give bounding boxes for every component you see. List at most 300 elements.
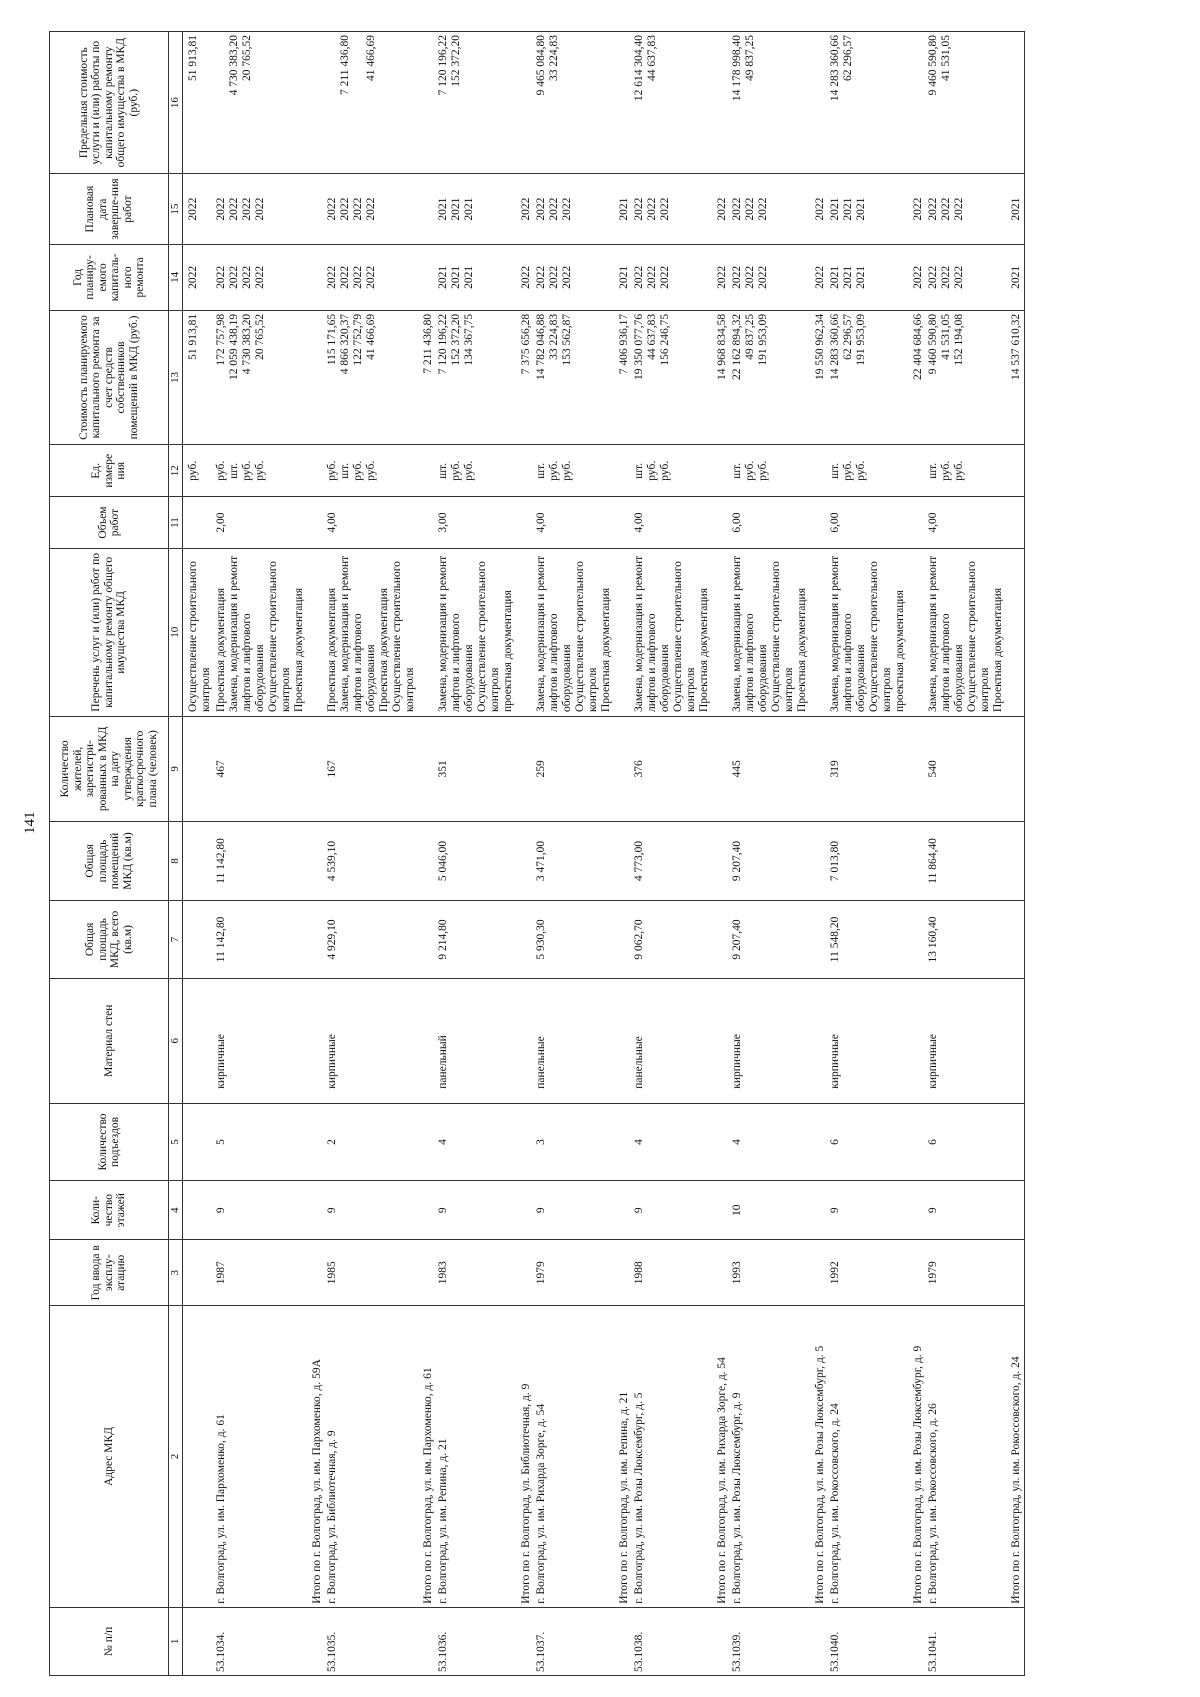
floors-cell: 9 xyxy=(632,1181,712,1240)
year-item: 2022 xyxy=(953,265,965,289)
year-item: 2022 xyxy=(646,265,658,289)
planned-item: 2022 xyxy=(352,197,364,221)
entrances-cell: 6 xyxy=(828,1103,908,1180)
cost-item: 14 283 360,66 xyxy=(829,313,841,380)
year-cell xyxy=(325,244,418,310)
limit-cell xyxy=(908,32,926,174)
empty-cell xyxy=(307,1181,325,1240)
year-item: 2021 xyxy=(450,265,462,289)
total-row xyxy=(307,32,325,1676)
row-number-cell: 53.1040. xyxy=(828,1607,908,1675)
house-row xyxy=(534,32,614,1676)
entrances-cell: 6 xyxy=(926,1103,1006,1180)
cost-item: 44 637,83 xyxy=(646,313,658,360)
planned-item: 2021 xyxy=(450,197,462,221)
unit-item: руб. xyxy=(842,460,854,481)
floors-cell: 9 xyxy=(436,1181,516,1240)
empty-cell xyxy=(712,1181,730,1240)
limit-cell xyxy=(516,32,534,174)
volume-cell: 4,00 xyxy=(325,497,418,548)
row-number-cell xyxy=(908,1607,926,1675)
empty-cell xyxy=(810,821,828,901)
limit-cell xyxy=(418,32,436,174)
unit-item: руб. xyxy=(463,460,475,481)
year-item: 2021 xyxy=(463,265,475,289)
planned-item: 2021 xyxy=(829,197,841,221)
limit-cell: 51 913,81 xyxy=(183,32,215,174)
cost-item: 14 968 834,58 xyxy=(716,313,728,380)
year-built-cell: 1985 xyxy=(325,1240,418,1306)
total-row xyxy=(712,32,730,1676)
limit-item: 152 372,20 xyxy=(450,35,462,87)
limit-item: 14 178 998,40 xyxy=(731,35,743,102)
residents-cell: 540 xyxy=(926,716,1006,821)
limit-cell xyxy=(436,32,516,174)
planned-cell xyxy=(436,174,516,245)
limit-item: 7 120 196,22 xyxy=(437,35,449,96)
column-header: Материал стен xyxy=(50,978,169,1103)
limit-item: 7 211 436,80 xyxy=(339,35,351,95)
work-item: Осуществление строительного контроля xyxy=(574,561,599,712)
empty-cell xyxy=(418,1181,436,1240)
column-number: 6 xyxy=(169,978,183,1103)
year-item: 2022 xyxy=(633,265,645,289)
cost-item: 20 765,52 xyxy=(254,313,266,360)
cost-item: 152 194,08 xyxy=(953,313,965,366)
work-item: Осуществление строительного контроля xyxy=(966,561,991,712)
table-header-row xyxy=(50,32,169,1676)
floors-cell: 9 xyxy=(214,1181,307,1240)
residents-cell: 319 xyxy=(828,716,908,821)
wall-material-cell: кирпичные xyxy=(730,978,810,1103)
planned-cell xyxy=(516,174,534,245)
limit-cell xyxy=(810,32,828,174)
cost-item: 49 837,25 xyxy=(744,313,756,360)
planned-item: 2022 xyxy=(953,197,965,221)
empty-cell xyxy=(712,1103,730,1180)
total-address-cell: Итого по г. Волгоград, ул. им. Розы Люксембург, д. 5 xyxy=(810,1306,828,1607)
empty-cell xyxy=(908,1240,926,1306)
column-number: 13 xyxy=(169,310,183,444)
limit-item xyxy=(463,35,476,170)
year-item: 2022 xyxy=(561,265,573,289)
empty-cell xyxy=(307,716,325,821)
unit-cell xyxy=(516,445,534,497)
unit-cell xyxy=(712,445,730,497)
empty-cell xyxy=(614,901,632,978)
planned-item: 2022 xyxy=(520,197,532,221)
row-number-cell: 53.1039. xyxy=(730,1607,810,1675)
unit-item: руб. xyxy=(953,460,965,481)
cost-item: 14 782 046,88 xyxy=(535,313,547,380)
planned-item: 2022 xyxy=(814,197,826,221)
unit-cell xyxy=(534,445,614,497)
address-cell: г. Волгоград, ул. им. Репина, д. 21 xyxy=(436,1306,516,1607)
cost-item: 4 730 383,20 xyxy=(241,313,253,375)
total-row xyxy=(810,32,828,1676)
limit-item: 41 531,05 xyxy=(940,35,952,81)
column-header: Коли-чество этажей xyxy=(50,1181,169,1240)
limit-cell xyxy=(534,32,614,174)
planned-cell xyxy=(730,174,810,245)
column-header: Год планиру-емого капиталь-ного ремонта xyxy=(50,244,169,310)
column-header: Объем работ xyxy=(50,497,169,548)
empty-cell xyxy=(810,1103,828,1180)
empty-cell xyxy=(516,821,534,901)
empty-cell xyxy=(307,1103,325,1180)
unit-cell xyxy=(828,445,908,497)
column-header: Общая площадь МКД, всего (кв.м) xyxy=(50,901,169,978)
empty-cell xyxy=(516,978,534,1103)
limit-cell xyxy=(926,32,1006,174)
empty-cell xyxy=(516,497,534,548)
total-area-cell: 4 929,10 xyxy=(325,901,418,978)
cost-item: 122 752,79 xyxy=(352,313,364,366)
unit-item: руб. xyxy=(254,460,266,481)
year-item: 2022 xyxy=(254,265,266,289)
year-item: 2021 xyxy=(842,265,854,289)
cost-cell xyxy=(632,310,712,444)
limit-item xyxy=(254,35,267,170)
address-cell: г. Волгоград, ул. им. Рокоссовского, д. 24 xyxy=(828,1306,908,1607)
volume-cell: 4,00 xyxy=(534,497,614,548)
empty-cell xyxy=(908,1103,926,1180)
wall-material-cell: кирпичные xyxy=(926,978,1006,1103)
planned-item: 2022 xyxy=(940,197,952,221)
limit-item: 9 465 084,80 xyxy=(535,35,547,96)
work-item: Замена, модернизация и ремонт лифтов и лифтового оборудования xyxy=(633,555,671,712)
empty-cell xyxy=(183,1240,215,1306)
cost-item: 7 375 656,28 xyxy=(520,313,532,375)
wall-material-cell: кирпичные xyxy=(214,978,307,1103)
unit-item: руб. xyxy=(326,460,338,481)
planned-cell xyxy=(214,174,307,245)
works-cell xyxy=(614,548,632,716)
total-row xyxy=(908,32,926,1676)
floors-cell: 9 xyxy=(926,1181,1006,1240)
empty-cell xyxy=(810,716,828,821)
house-row xyxy=(632,32,712,1676)
cost-item: 62 296,57 xyxy=(842,313,854,360)
wall-material-cell: кирпичные xyxy=(325,978,418,1103)
total-address-cell xyxy=(183,1306,215,1607)
limit-cell xyxy=(614,32,632,174)
empty-cell xyxy=(1006,1240,1025,1306)
cost-item: 41 466,69 xyxy=(365,313,377,360)
limit-item xyxy=(326,35,339,170)
year-item: 2022 xyxy=(535,265,547,289)
planned-item: 2022 xyxy=(927,197,939,221)
limit-item: 44 637,83 xyxy=(646,35,658,81)
cost-item: 7 120 196,22 xyxy=(437,313,449,375)
year-item: 2021 xyxy=(1010,265,1022,289)
empty-cell xyxy=(183,716,215,821)
unit-item: руб. xyxy=(548,460,560,481)
limit-item xyxy=(757,35,770,170)
empty-cell xyxy=(614,497,632,548)
limit-cell xyxy=(307,32,325,174)
row-number-cell xyxy=(516,1607,534,1675)
planned-item: 2021 xyxy=(842,197,854,221)
planned-item: 2022 xyxy=(912,197,924,221)
row-number-cell: 53.1037. xyxy=(534,1607,614,1675)
unit-item: шт. xyxy=(829,462,841,479)
planned-cell xyxy=(418,174,436,245)
planned-cell xyxy=(183,174,215,245)
year-item: 2022 xyxy=(940,265,952,289)
planned-cell xyxy=(534,174,614,245)
works-cell xyxy=(712,548,730,716)
empty-cell xyxy=(908,716,926,821)
total-address-cell: Итого по г. Волгоград, ул. им. Рихарда Зорге, д. 54 xyxy=(712,1306,730,1607)
unit-cell xyxy=(632,445,712,497)
residents-cell: 259 xyxy=(534,716,614,821)
planned-cell xyxy=(810,174,828,245)
empty-cell xyxy=(1006,1103,1025,1180)
limit-item xyxy=(953,35,966,170)
empty-cell xyxy=(516,1181,534,1240)
volume-cell: 3,00 xyxy=(436,497,516,548)
wall-material-cell: панельные xyxy=(534,978,614,1103)
volume-cell: 6,00 xyxy=(730,497,810,548)
entrances-cell: 5 xyxy=(214,1103,307,1180)
limit-item xyxy=(215,35,228,170)
planned-cell xyxy=(908,174,926,245)
empty-cell xyxy=(712,497,730,548)
year-cell xyxy=(632,244,712,310)
column-header: Предельная стоимость услуги и (или) работы по капитальному ремонту общего имущества в МКД (руб.) xyxy=(50,32,169,174)
empty-cell xyxy=(307,821,325,901)
row-number-cell xyxy=(1006,1607,1025,1675)
rooms-area-cell: 4 773,00 xyxy=(632,821,712,901)
total-area-cell: 9 214,80 xyxy=(436,901,516,978)
entrances-cell: 3 xyxy=(534,1103,614,1180)
unit-item: шт. xyxy=(633,462,645,479)
cost-item: 22 162 894,32 xyxy=(731,313,743,380)
column-number: 5 xyxy=(169,1103,183,1180)
limit-item: 4 730 383,20 xyxy=(228,35,240,96)
planned-item: 2022 xyxy=(339,197,351,221)
column-number: 3 xyxy=(169,1240,183,1306)
cost-cell xyxy=(436,310,516,444)
work-item: Осуществление строительного контроля xyxy=(868,561,893,712)
year-built-cell: 1988 xyxy=(632,1240,712,1306)
planned-item: 2022 xyxy=(757,197,769,221)
year-item: 2022 xyxy=(365,265,377,289)
year-item: 2022 xyxy=(731,265,743,289)
work-item: Проектная документация xyxy=(326,588,338,712)
unit-item: руб. xyxy=(940,460,952,481)
capital-repair-table xyxy=(49,31,1025,1676)
year-item: 2022 xyxy=(241,265,253,289)
unit-cell xyxy=(730,445,810,497)
empty-cell xyxy=(418,716,436,821)
unit-cell xyxy=(926,445,1006,497)
total-area-cell: 11 142,80 xyxy=(214,901,307,978)
volume-cell: 4,00 xyxy=(632,497,712,548)
total-address-cell: Итого по г. Волгоград, ул. им. Рокоссовского, д. 24 xyxy=(1006,1306,1025,1607)
works-cell xyxy=(325,548,418,716)
unit-item: руб. xyxy=(646,460,658,481)
total-row xyxy=(1006,32,1025,1676)
total-area-cell: 9 062,70 xyxy=(632,901,712,978)
planned-item: 2022 xyxy=(646,197,658,221)
works-cell xyxy=(307,548,325,716)
limit-item: 49 837,25 xyxy=(744,35,756,81)
cost-cell xyxy=(1006,310,1025,444)
empty-cell xyxy=(712,716,730,821)
column-number: 4 xyxy=(169,1181,183,1240)
cost-item: 12 059 438,19 xyxy=(228,313,240,380)
works-cell xyxy=(534,548,614,716)
cost-item: 4 866 320,37 xyxy=(339,313,351,375)
table-body xyxy=(183,32,1025,1676)
planned-item: 2022 xyxy=(744,197,756,221)
total-row xyxy=(183,32,215,1676)
total-address-cell: Итого по г. Волгоград, ул. им. Розы Люксембург, д. 9 xyxy=(908,1306,926,1607)
empty-cell xyxy=(614,716,632,821)
page-number: 141 xyxy=(22,811,38,834)
row-number-cell: 53.1038. xyxy=(632,1607,712,1675)
unit-item: руб. xyxy=(215,460,227,481)
cost-cell xyxy=(614,310,632,444)
rooms-area-cell: 11 864,40 xyxy=(926,821,1006,901)
planned-item: 2021 xyxy=(618,197,630,221)
unit-item: шт. xyxy=(228,462,240,479)
unit-item: руб. xyxy=(450,460,462,481)
cost-cell xyxy=(534,310,614,444)
work-item: Осуществление строительного контроля xyxy=(187,561,212,712)
rooms-area-cell: 9 207,40 xyxy=(730,821,810,901)
column-header: Год ввода в эксплу-атацию xyxy=(50,1240,169,1306)
empty-cell xyxy=(183,1103,215,1180)
work-item: Проектная документация xyxy=(992,588,1004,712)
works-cell xyxy=(828,548,908,716)
year-cell xyxy=(307,244,325,310)
empty-cell xyxy=(614,1240,632,1306)
volume-cell: 2,00 xyxy=(214,497,307,548)
planned-item: 2021 xyxy=(1010,197,1022,221)
limit-cell xyxy=(325,32,418,174)
cost-item: 134 367,75 xyxy=(463,313,475,366)
unit-cell xyxy=(436,445,516,497)
year-cell xyxy=(516,244,534,310)
cost-cell xyxy=(307,310,325,444)
empty-cell xyxy=(418,497,436,548)
year-item: 2022 xyxy=(757,265,769,289)
empty-cell xyxy=(908,497,926,548)
limit-item xyxy=(659,35,672,170)
works-cell xyxy=(1006,548,1025,716)
empty-cell xyxy=(516,716,534,821)
column-number: 14 xyxy=(169,244,183,310)
column-header: Стоимость планируемого капитального ремонта за счет средств собственников помещений в МКД (руб.) xyxy=(50,310,169,444)
rooms-area-cell: 5 046,00 xyxy=(436,821,516,901)
work-item: Проектная документация xyxy=(215,588,227,712)
wall-material-cell: панельный xyxy=(436,978,516,1103)
empty-cell xyxy=(418,1103,436,1180)
total-address-cell: Итого по г. Волгоград, ул. Библиотечная, д. 9 xyxy=(516,1306,534,1607)
residents-cell: 351 xyxy=(436,716,516,821)
empty-cell xyxy=(1006,1181,1025,1240)
row-number-cell: 53.1041. xyxy=(926,1607,1006,1675)
unit-cell xyxy=(183,445,215,497)
empty-cell xyxy=(712,821,730,901)
planned-item: 2022 xyxy=(228,197,240,221)
planned-item: 2022 xyxy=(716,197,728,221)
cost-item: 41 531,05 xyxy=(940,313,952,360)
works-cell xyxy=(183,548,215,716)
works-cell xyxy=(436,548,516,716)
empty-cell xyxy=(908,821,926,901)
cost-item: 14 537 610,32 xyxy=(1010,313,1022,380)
work-item: Замена, модернизация и ремонт лифтов и лифтового оборудования xyxy=(535,555,573,712)
work-item: Замена, модернизация и ремонт лифтов и лифтового оборудования xyxy=(339,555,377,712)
cost-item: 19 550 962,34 xyxy=(814,313,826,380)
unit-cell xyxy=(418,445,436,497)
entrances-cell: 2 xyxy=(325,1103,418,1180)
year-cell xyxy=(418,244,436,310)
unit-item: руб. xyxy=(561,460,573,481)
empty-cell xyxy=(614,978,632,1103)
cost-item: 156 246,75 xyxy=(659,313,671,366)
cost-item: 33 224,83 xyxy=(548,313,560,360)
cost-cell xyxy=(810,310,828,444)
total-row xyxy=(614,32,632,1676)
cost-cell xyxy=(516,310,534,444)
address-cell: г. Волгоград, ул. им. Розы Люксембург, д. 9 xyxy=(730,1306,810,1607)
total-address-cell: Итого по г. Волгоград, ул. им. Репина, д. 21 xyxy=(614,1306,632,1607)
column-number: 9 xyxy=(169,716,183,821)
planned-item: 2021 xyxy=(463,197,475,221)
year-built-cell: 1979 xyxy=(534,1240,614,1306)
works-cell xyxy=(926,548,1006,716)
empty-cell xyxy=(516,1240,534,1306)
planned-item: 2022 xyxy=(731,197,743,221)
year-built-cell: 1979 xyxy=(926,1240,1006,1306)
year-cell xyxy=(436,244,516,310)
year-built-cell: 1983 xyxy=(436,1240,516,1306)
column-number: 16 xyxy=(169,32,183,174)
limit-item: 12 614 304,40 xyxy=(633,35,645,102)
house-row xyxy=(436,32,516,1676)
works-cell xyxy=(214,548,307,716)
unit-item: шт. xyxy=(339,462,351,479)
planned-item: 2022 xyxy=(326,197,338,221)
house-row xyxy=(828,32,908,1676)
column-header: Количество подъездов xyxy=(50,1103,169,1180)
year-item: 2022 xyxy=(659,265,671,289)
year-item: 2022 xyxy=(187,265,199,289)
cost-item: 7 211 436,80 xyxy=(422,313,434,374)
year-item: 2022 xyxy=(520,265,532,289)
work-item: Замена, модернизация и ремонт лифтов и лифтового оборудования xyxy=(829,555,867,712)
house-row xyxy=(325,32,418,1676)
planned-item: 2022 xyxy=(241,197,253,221)
residents-cell: 167 xyxy=(325,716,418,821)
column-number: 2 xyxy=(169,1306,183,1607)
year-cell xyxy=(828,244,908,310)
year-item: 2021 xyxy=(855,265,867,289)
empty-cell xyxy=(908,1181,926,1240)
address-cell: г. Волгоград, ул. им. Рихарда Зорге, д. 54 xyxy=(534,1306,614,1607)
empty-cell xyxy=(516,1103,534,1180)
work-item: Проектная документация xyxy=(293,588,305,712)
empty-cell xyxy=(810,978,828,1103)
cost-cell xyxy=(908,310,926,444)
cost-item: 191 953,09 xyxy=(757,313,769,366)
empty-cell xyxy=(1006,821,1025,901)
